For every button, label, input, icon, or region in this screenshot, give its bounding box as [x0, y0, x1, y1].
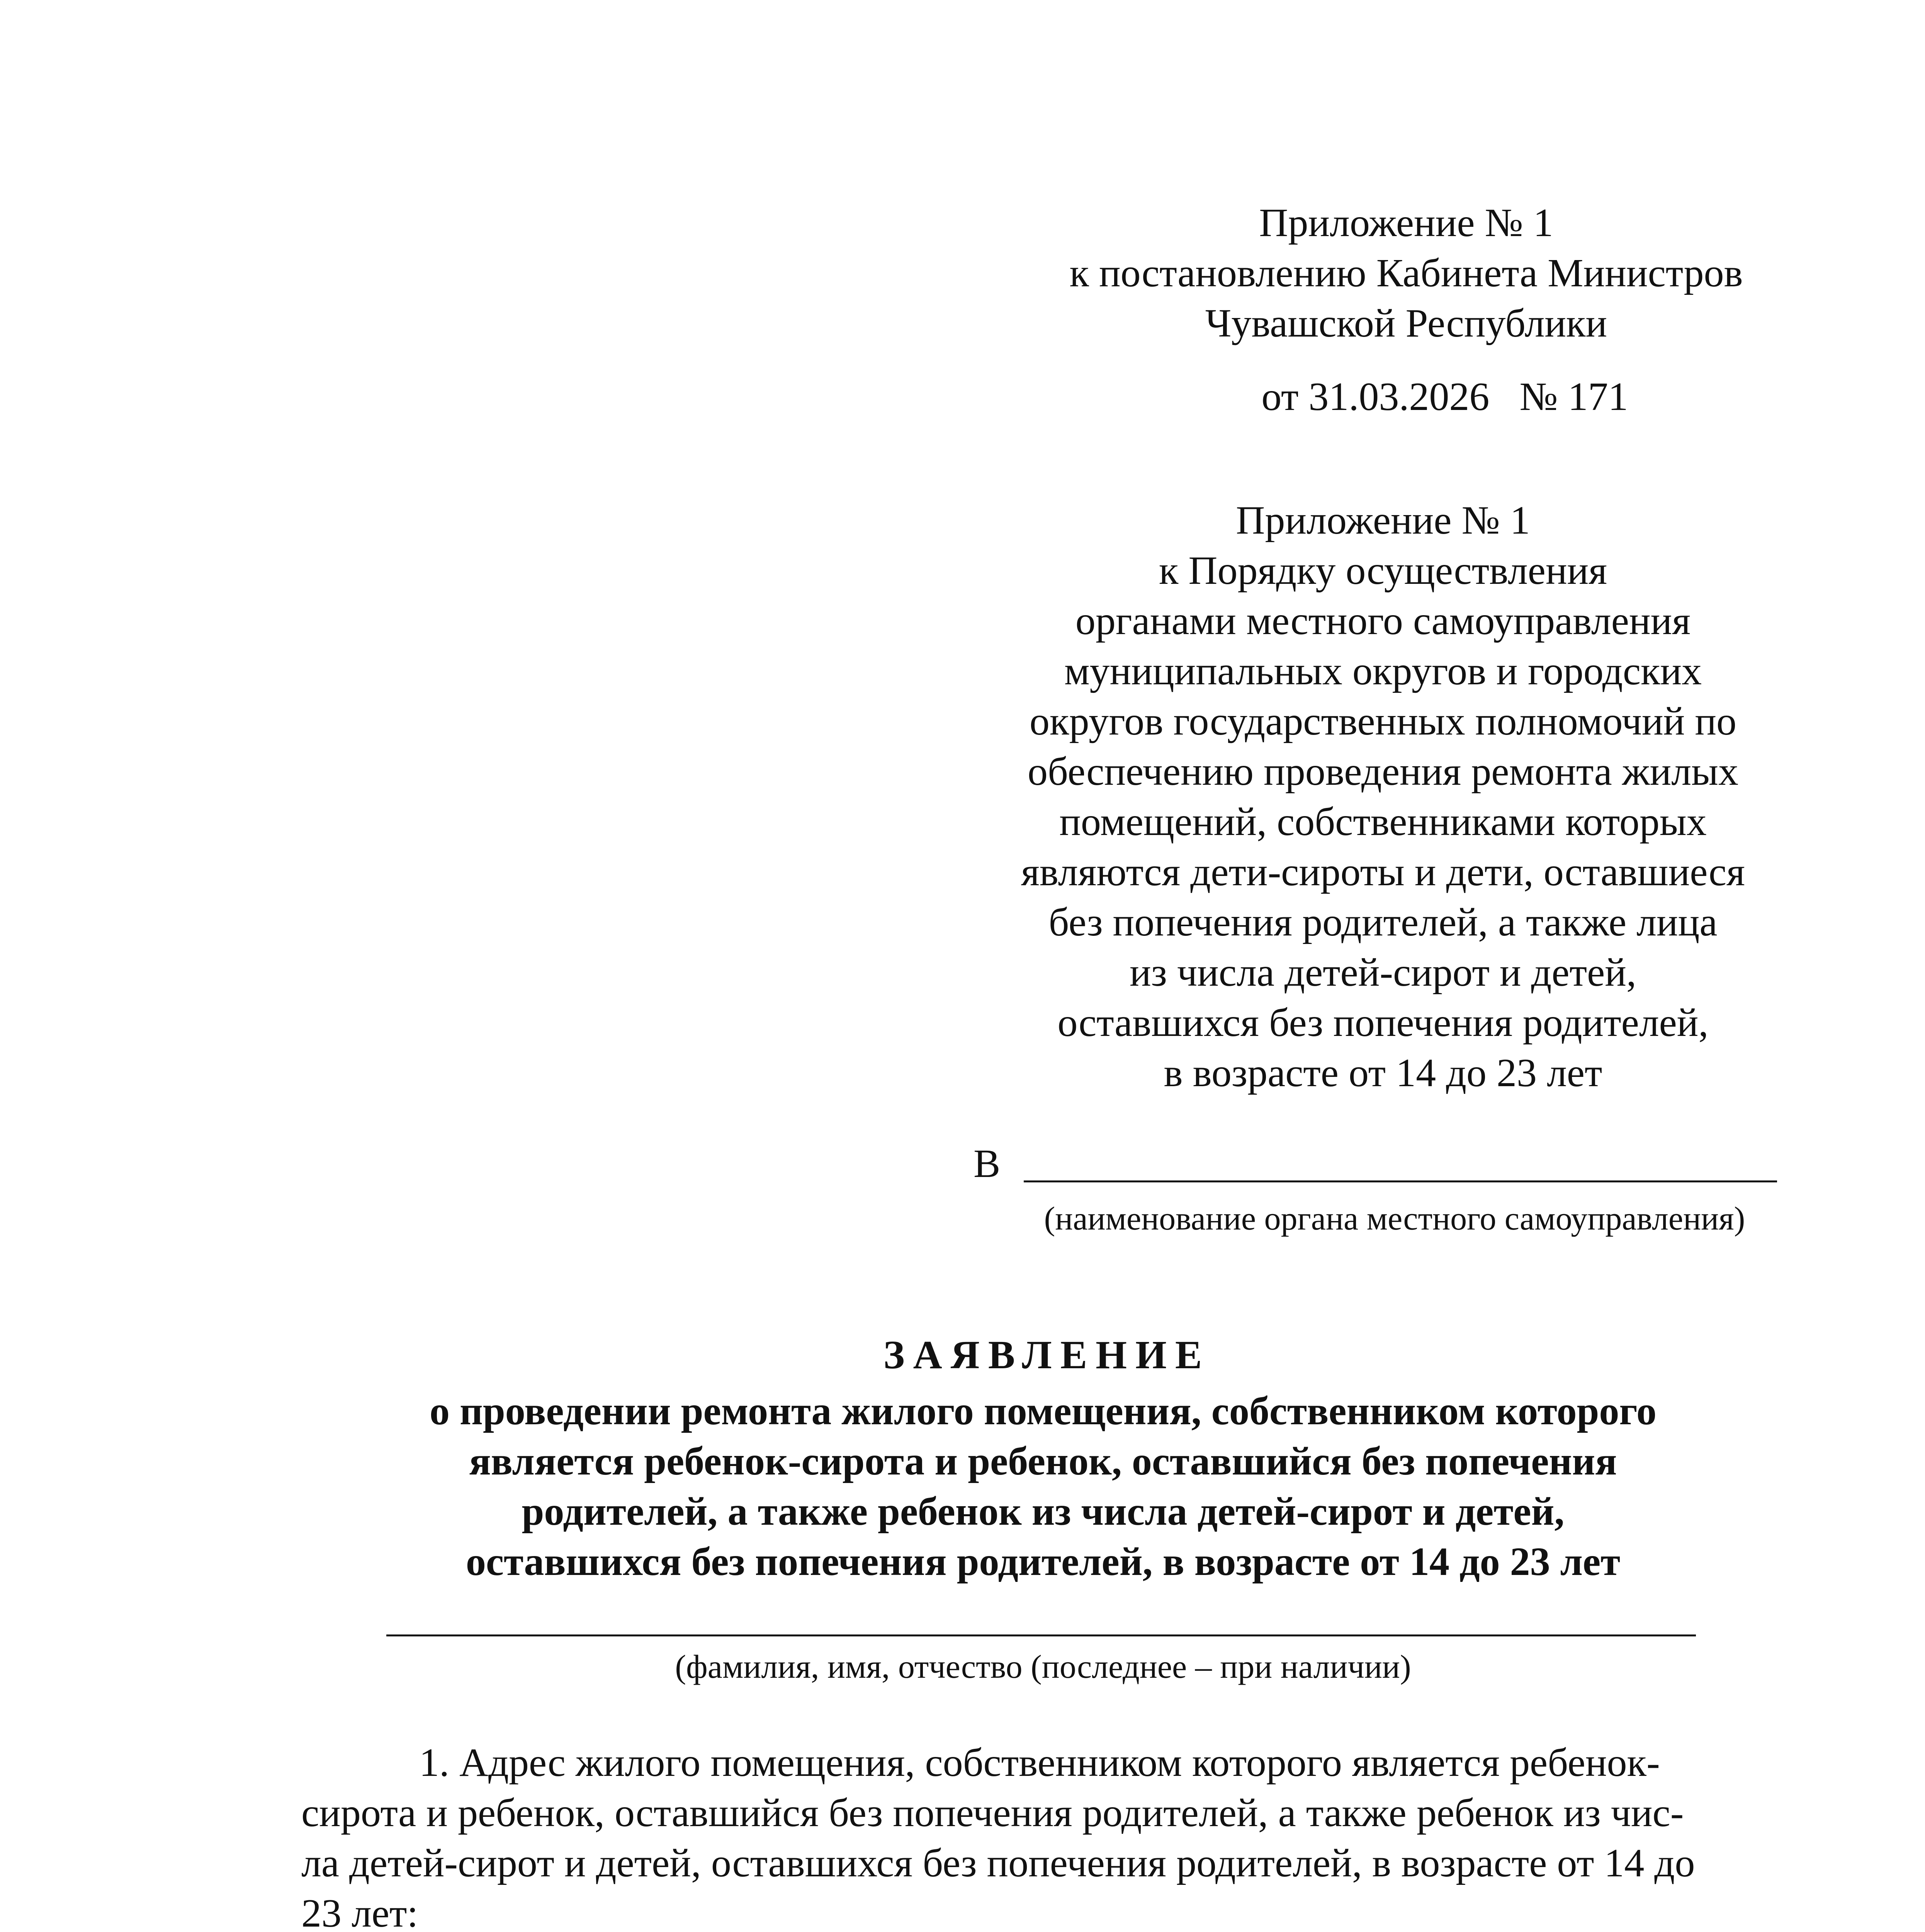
addressee-prefix: В — [974, 1141, 1001, 1186]
item-1-line: 23 лет: — [301, 1891, 418, 1932]
header-line-3: Чувашской Республики — [1205, 301, 1607, 345]
item-1-line: 1. Адрес жилого помещения, собственником которого является ребенок- — [419, 1740, 1660, 1785]
document-heading: ЗАЯВЛЕНИЕ — [883, 1333, 1211, 1377]
item-1-line: сирота и ребенок, оставшийся без попечения родителей, а также ребенок из чис- — [301, 1791, 1684, 1835]
title-line: о проведении ремонта жилого помещения, собственником которого — [429, 1389, 1657, 1433]
appendix-line: Приложение № 1 — [1236, 498, 1530, 543]
item-1-line: ла детей-сирот и детей, оставшихся без попечения родителей, в возрасте от 14 до — [301, 1841, 1695, 1885]
fio-caption: (фамилия, имя, отчество (последнее – при наличии) — [675, 1648, 1411, 1685]
appendix-line: без попечения родителей, а также лица — [1048, 900, 1718, 944]
appendix-line: помещений, собственниками которых — [1059, 799, 1707, 844]
appendix-line: в возрасте от 14 до 23 лет — [1164, 1051, 1602, 1095]
header-date-number: от 31.03.2026 № 171 — [1261, 374, 1628, 419]
title-line: является ребенок-сирота и ребенок, оставшийся без попечения — [469, 1439, 1617, 1483]
appendix-line: из числа детей-сирот и детей, — [1130, 950, 1636, 995]
header-line-1: Приложение № 1 — [1259, 201, 1553, 245]
appendix-line: оставшихся без попечения родителей, — [1057, 1000, 1709, 1045]
appendix-line: являются дети-сироты и дети, оставшиеся — [1021, 850, 1745, 894]
appendix-line: округов государственных полномочий по — [1029, 699, 1737, 743]
addressee-caption: (наименование органа местного самоуправления) — [1044, 1200, 1745, 1237]
appendix-line: обеспечению проведения ремонта жилых — [1027, 749, 1739, 794]
appendix-line: к Порядку осуществления — [1159, 548, 1607, 593]
title-line: оставшихся без попечения родителей, в возрасте от 14 до 23 лет — [466, 1539, 1621, 1584]
header-line-2: к постановлению Кабинета Министров — [1069, 251, 1743, 295]
title-line: родителей, а также ребенок из числа детей-сирот и детей, — [522, 1489, 1565, 1534]
fio-input-line[interactable] — [386, 1634, 1696, 1636]
addressee-input-line[interactable] — [1024, 1180, 1777, 1182]
appendix-line: муниципальных округов и городских — [1064, 649, 1702, 693]
appendix-line: органами местного самоуправления — [1075, 599, 1691, 643]
